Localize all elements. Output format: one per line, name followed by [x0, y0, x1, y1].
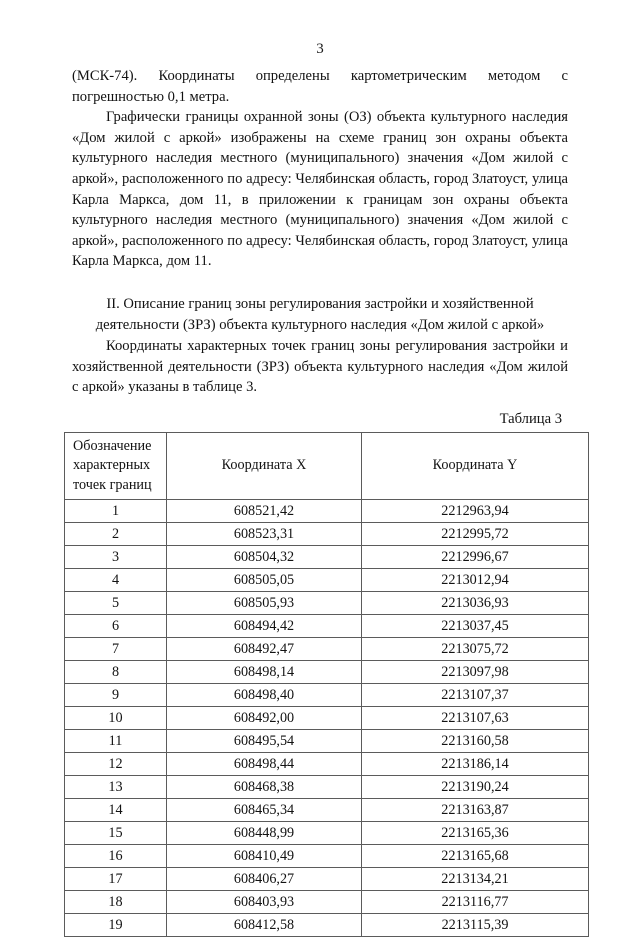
cell-coordinate-x: 608412,58	[167, 914, 362, 937]
section-heading	[72, 294, 568, 336]
cell-coordinate-y: 2213075,72	[362, 638, 589, 661]
table-row	[65, 707, 589, 730]
table-row	[65, 799, 589, 822]
cell-coordinate-y: 2213165,36	[362, 822, 589, 845]
cell-point-designation: 17	[65, 868, 167, 891]
cell-point-designation: 15	[65, 822, 167, 845]
cell-coordinate-y: 2213134,21	[362, 868, 589, 891]
page-content	[72, 66, 568, 937]
table-row	[65, 845, 589, 868]
table-row	[65, 661, 589, 684]
cell-point-designation: 12	[65, 753, 167, 776]
cell-coordinate-x: 608498,14	[167, 661, 362, 684]
table-row	[65, 546, 589, 569]
section-heading-line-2: деятельности (ЗРЗ) объекта культурного наследия «Дом жилой с аркой»	[95, 316, 545, 333]
cell-coordinate-y: 2213107,37	[362, 684, 589, 707]
cell-coordinate-y: 2213160,58	[362, 730, 589, 753]
cell-coordinate-x: 608498,44	[167, 753, 362, 776]
paragraph-zrz-coordinates-intro: Координаты характерных точек границ зоны регулирования застройки и хозяйственной деятельности (ЗРЗ) объекта культурного наследия «Дом жилой с аркой» указаны в таблице 3.	[72, 337, 568, 396]
table-row	[65, 638, 589, 661]
table-row	[65, 730, 589, 753]
table-header-row	[65, 432, 589, 500]
cell-point-designation: 7	[65, 638, 167, 661]
cell-point-designation: 9	[65, 684, 167, 707]
table-row	[65, 500, 589, 523]
cell-coordinate-y: 2213190,24	[362, 776, 589, 799]
cell-coordinate-x: 608468,38	[167, 776, 362, 799]
table-body	[65, 500, 589, 937]
cell-coordinate-x: 608465,34	[167, 799, 362, 822]
cell-coordinate-y: 2213036,93	[362, 592, 589, 615]
cell-point-designation: 1	[65, 500, 167, 523]
cell-coordinate-x: 608448,99	[167, 822, 362, 845]
paragraph-protection-zone-description: Графически границы охранной зоны (ОЗ) объекта культурного наследия «Дом жилой с аркой» изображены на схеме границ зон охраны объекта культурного наследия местного (муниципального) значения «Дом жилой с аркой», расположенного по адресу: Челябинская область, город Златоуст, улица Карла Маркса, дом 11, в приложении к границам зон охраны объекта культурного наследия местного (муниципального) значения «Дом жилой с аркой», расположенного по адресу: Челябинская область, город Златоуст, улица Карла Маркса, дом 11.	[72, 109, 568, 270]
table-row	[65, 523, 589, 546]
cell-coordinate-y: 2213097,98	[362, 661, 589, 684]
cell-coordinate-x: 608403,93	[167, 891, 362, 914]
cell-coordinate-x: 608406,27	[167, 868, 362, 891]
cell-coordinate-y: 2213012,94	[362, 569, 589, 592]
column-header-coordinate-x: Координата X	[167, 432, 362, 500]
table-row	[65, 592, 589, 615]
cell-coordinate-x: 608523,31	[167, 523, 362, 546]
cell-coordinate-y: 2212995,72	[362, 523, 589, 546]
cell-coordinate-x: 608498,40	[167, 684, 362, 707]
cell-point-designation: 5	[65, 592, 167, 615]
column-header-coordinate-y: Координата Y	[362, 432, 589, 500]
cell-coordinate-y: 2213116,77	[362, 891, 589, 914]
cell-coordinate-x: 608505,05	[167, 569, 362, 592]
table-row	[65, 891, 589, 914]
cell-coordinate-y: 2212996,67	[362, 546, 589, 569]
cell-point-designation: 2	[65, 523, 167, 546]
cell-coordinate-x: 608505,93	[167, 592, 362, 615]
cell-point-designation: 4	[65, 569, 167, 592]
cell-coordinate-y: 2213037,45	[362, 615, 589, 638]
cell-point-designation: 19	[65, 914, 167, 937]
cell-point-designation: 3	[65, 546, 167, 569]
table-caption: Таблица 3	[499, 410, 562, 427]
coordinates-table	[64, 432, 589, 937]
table-row	[65, 753, 589, 776]
cell-coordinate-x: 608494,42	[167, 615, 362, 638]
cell-coordinate-x: 608521,42	[167, 500, 362, 523]
cell-coordinate-y: 2212963,94	[362, 500, 589, 523]
cell-point-designation: 18	[65, 891, 167, 914]
column-header-point-designation: Обозначение характерных точек границ	[65, 432, 167, 500]
cell-point-designation: 8	[65, 661, 167, 684]
cell-coordinate-y: 2213186,14	[362, 753, 589, 776]
cell-coordinate-x: 608495,54	[167, 730, 362, 753]
cell-point-designation: 11	[65, 730, 167, 753]
cell-point-designation: 10	[65, 707, 167, 730]
cell-point-designation: 6	[65, 615, 167, 638]
table-header	[65, 432, 589, 500]
cell-coordinate-x: 608410,49	[167, 845, 362, 868]
cell-coordinate-x: 608492,47	[167, 638, 362, 661]
table-row	[65, 569, 589, 592]
cell-coordinate-y: 2213163,87	[362, 799, 589, 822]
table-row	[65, 868, 589, 891]
table-row	[65, 615, 589, 638]
table-row	[65, 822, 589, 845]
paragraph-coordinate-method: (МСК-74). Координаты определены картометрическим методом с погрешностью 0,1 метра.	[72, 68, 568, 105]
table-row	[65, 914, 589, 937]
cell-coordinate-y: 2213165,68	[362, 845, 589, 868]
table-row	[65, 684, 589, 707]
section-heading-line-1: II. Описание границ зоны регулирования застройки и хозяйственной	[106, 295, 534, 312]
cell-point-designation: 16	[65, 845, 167, 868]
cell-coordinate-x: 608504,32	[167, 546, 362, 569]
page-number: 3	[316, 41, 324, 57]
cell-coordinate-y: 2213115,39	[362, 914, 589, 937]
cell-point-designation: 13	[65, 776, 167, 799]
cell-coordinate-y: 2213107,63	[362, 707, 589, 730]
cell-coordinate-x: 608492,00	[167, 707, 362, 730]
table-row	[65, 776, 589, 799]
cell-point-designation: 14	[65, 799, 167, 822]
